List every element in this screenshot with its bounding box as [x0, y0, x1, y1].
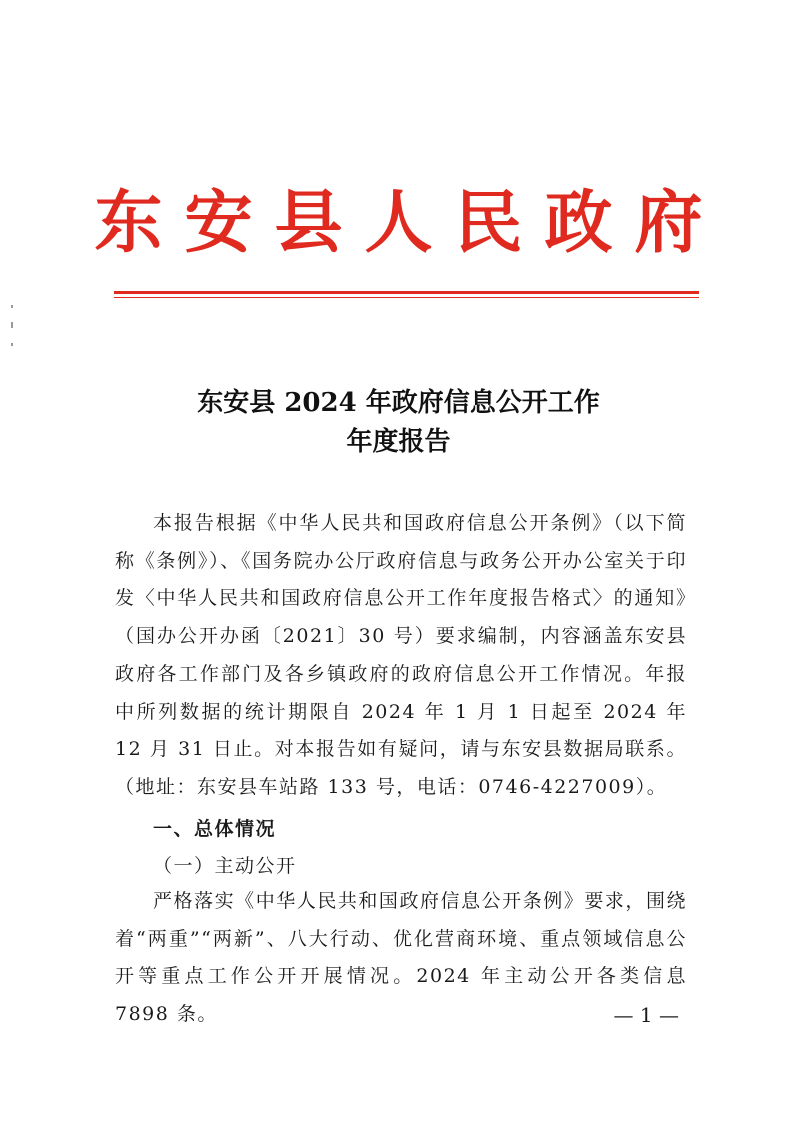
subsection-heading: （一）主动公开 [153, 855, 297, 877]
header-rule-thin [114, 297, 699, 298]
scan-mark [11, 343, 13, 346]
body-paragraph: 严格落实《中华人民共和国政府信息公开条例》要求，围绕着“两重”“两新”、八大行动、优化营商环境、重点领域信息公开等重点工作公开开展情况。2024 年主动公开各类信息 7898 条。 [115, 890, 687, 1026]
document-header-org: 东安县人民政府 [94, 183, 725, 263]
document-title-line2: 年度报告 [346, 427, 451, 457]
document-title-line1: 东安县 2024 年政府信息公开工作 [197, 388, 600, 418]
header-rule-thick [114, 291, 699, 294]
scan-mark [11, 305, 13, 308]
page-number: — 1 — [613, 1003, 679, 1027]
scan-mark [11, 322, 13, 328]
section-heading: 一、总体情况 [153, 818, 277, 840]
intro-paragraph: 本报告根据《中华人民共和国政府信息公开条例》（以下简称《条例》）、《国务院办公厅政府信息与政务公开办公室关于印发〈中华人民共和国政府信息公开工作年度报告格式〉的通知》（国办公开办函〔2021〕30 号）要求编制，内容涵盖东安县政府各工作部门及各乡镇政府的政府信息公开工作情况。年报中所列数据的统计期限自 2024 年 1 月 1 日起至 2024 年 12 月 31 日止。对本报告如有疑问，请与东安县数据局联系。（地址：东安县车站路 133 号，电话：0746-4227009）。 [115, 512, 687, 798]
